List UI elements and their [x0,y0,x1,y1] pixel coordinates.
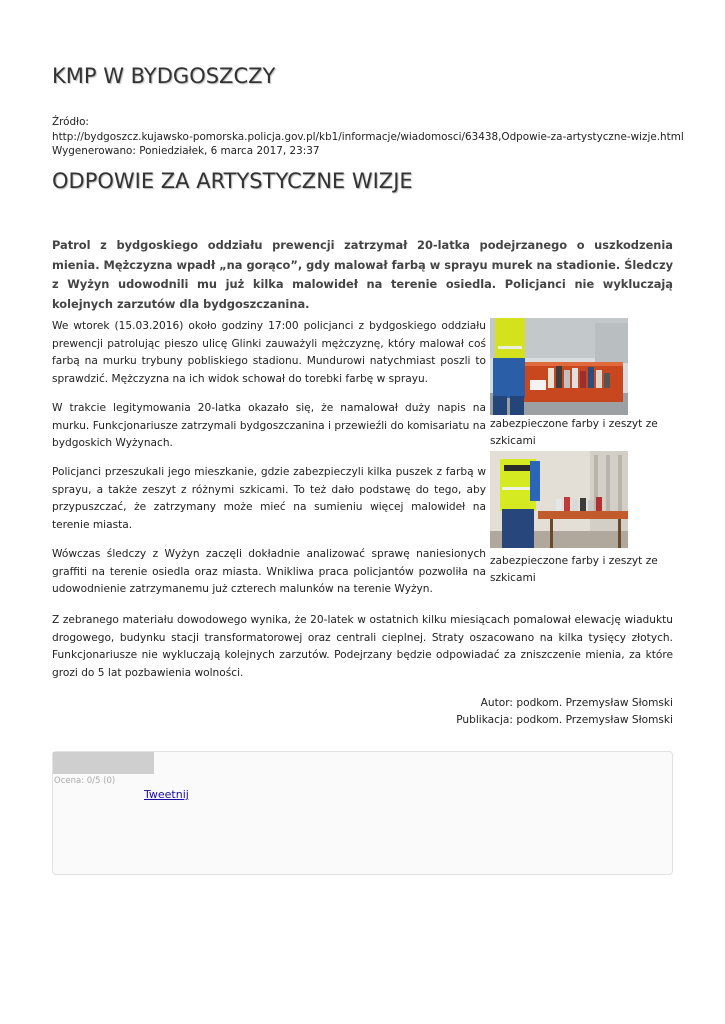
generated-date: Wygenerowano: Poniedziałek, 6 marca 2017, 23:37 [52,145,320,157]
publication-line: Publikacja: podkom. Przemysław Słomski [456,714,673,726]
paragraph-2: W trakcie legitymowania 20-latka okazało się, że namalował duży napis na murku. Funkcjonariusze zatrzymali bydgoszczanina i przewieźli do komisariatu na bydgoskich Wyżynach. [52,402,486,450]
photo-caption-1: zabezpieczone farby i zeszyt ze szkicami [490,418,658,448]
rating-stars[interactable] [53,752,154,774]
source-url: http://bydgoszcz.kujawsko-pomorska.policja.gov.pl/kb1/informacje/wiadomosci/63438,Odpowie-za-artystyczne-wizje.html [52,130,684,143]
article-lead: Patrol z bydgoskiego oddziału prewencji zatrzymał 20-latka podejrzanego o uszkodzenia mienia. Mężczyzna wpadł „na gorąco”, gdy malował farbą w sprayu murek na stadionie. Śledczy z Wyżyn udowodnili mu już kilka malowideł na terenie osiedla. Policjanci nie wykluczają kolejnych zarzutów dla bydgoszczanina. [52,238,673,311]
source-meta [52,115,684,159]
source-label: Źródło: [52,116,89,128]
evidence-photo-2[interactable] [490,451,628,548]
rating-text: Ocena: 0/5 (0) [54,776,116,786]
rating-panel [52,751,673,875]
paragraph-5: Z zebranego materiału dowodowego wynika, że 20-latek w ostatnich kilku miesiącach pomalował elewację wiaduktu drogowego, budynku stacji transformatorowej oraz centrali cieplnej. Straty oszacowano na kilka tysięcy złotych. Funkcjonariusze nie wykluczają kolejnych zarzutów. Podejrzany będzie odpowiadać za zniszczenie mienia, za które grozi do 5 lat pozbawienia wolności. [52,614,673,679]
tweet-link[interactable]: Tweetnij [144,788,189,801]
photo-caption-2: zabezpieczone farby i zeszyt ze szkicami [490,555,658,585]
site-title: KMP W BYDGOSZCZY [52,64,276,88]
paragraph-4: Wówczas śledczy z Wyżyn zaczęli dokładnie analizować sprawę naniesionych graffiti na terenie osiedla oraz miasta. Wnikliwa praca policjantów pozwoliła na udowodnienie zatrzymanemu już czterech malunków na terenie Wyżyn. [52,548,486,596]
author-line: Autor: podkom. Przemysław Słomski [480,697,673,709]
evidence-photo-1[interactable] [490,318,628,415]
paragraph-1: We wtorek (15.03.2016) około godziny 17:00 policjanci z bydgoskiego oddziału prewencji patrolując pieszo ulicę Glinki zauważyli mężczyznę, który malował coś farbą na murku trybuny pobliskiego stadionu. Mundurowi natychmiast poszli to sprawdzić. Mężczyzna na ich widok schował do torebki farbę w sprayu. [52,320,486,385]
paragraph-3: Policjanci przeszukali jego mieszkanie, gdzie zabezpieczyli kilka puszek z farbą w sprayu, a także zeszyt z różnymi szkicami. To też dało podstawę do tego, aby przypuszczać, że zatrzymany może mieć na sumieniu więcej malowideł na terenie miasta. [52,466,486,531]
article-title: ODPOWIE ZA ARTYSTYCZNE WIZJE [52,169,413,193]
